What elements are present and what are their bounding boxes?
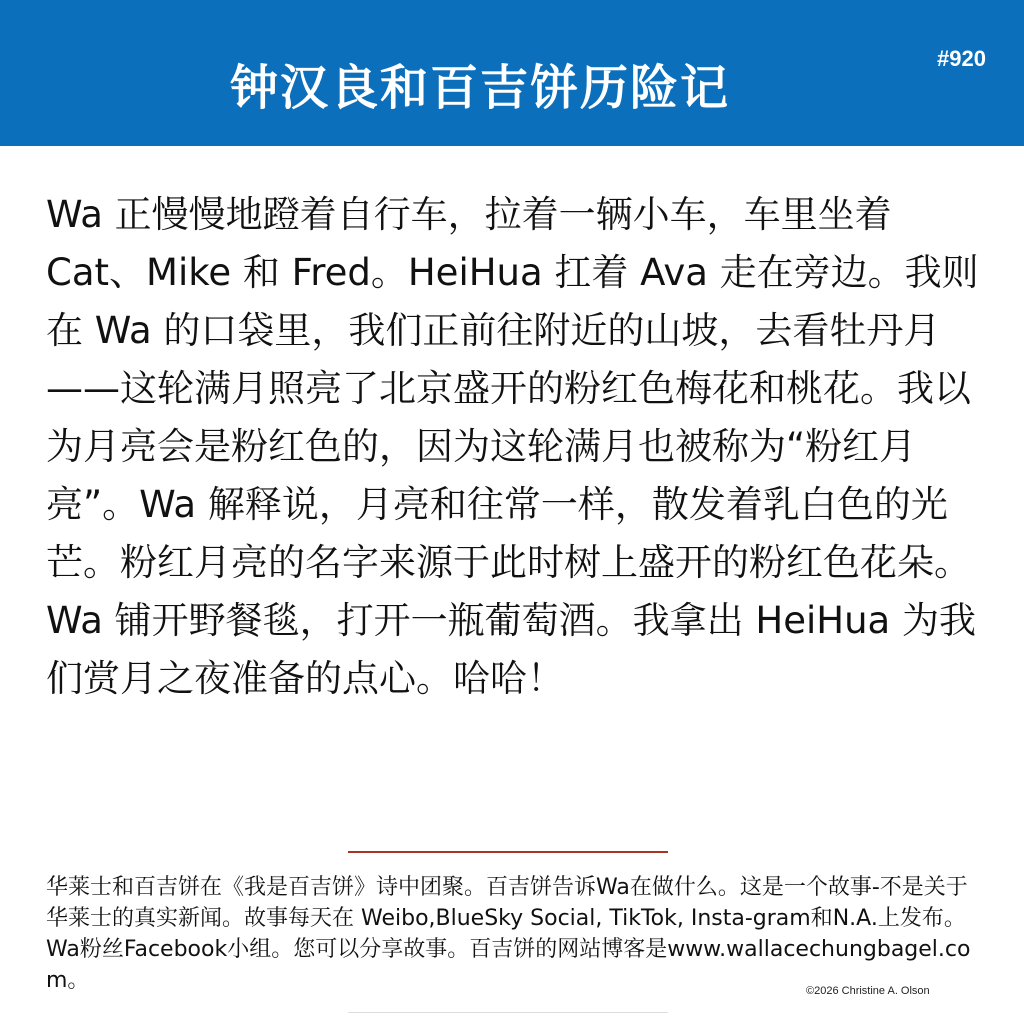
story-text: Wa 正慢慢地蹬着自行车，拉着一辆小车，车里坐着 Cat、Mike 和 Fred。HeiHua 扛着 Ava 走在旁边。我则在 Wa 的口袋里，我们正前往附近的山坡，去看牡丹月——这轮满月照亮了北京盛开的粉红色梅花和桃花。我以为月亮会是粉红色的，因为这轮满月也被称为“粉红月亮”。Wa 解释说，月亮和往常一样，散发着乳白色的光芒。粉红月亮的名字来源于此时树上盛开的粉红色花朵。Wa 铺开野餐毯，打开一瓶葡萄酒。我拿出 HeiHua 为我们赏月之夜准备的点心。哈哈！ (46, 193, 979, 700)
episode-number: #920 (937, 46, 986, 71)
bottom-divider (348, 1012, 668, 1013)
footer-note: 华莱士和百吉饼在《我是百吉饼》诗中团聚。百吉饼告诉Wa在做什么。这是一个故事-不是关于华莱士的真实新闻。故事每天在 Weibo,BlueSky Social, TikTok, Insta-gram和N.A.上发布。Wa粉丝Facebook小组。您可以分享故事。百吉饼的网站博客是www.wallacechungbagel.com。 (46, 875, 971, 993)
page-title: 钟汉良和百吉饼历险记 (229, 60, 730, 116)
header-banner (0, 0, 1024, 146)
divider-line (348, 851, 668, 853)
copyright-notice: ©2026 Christine A. Olson (806, 985, 930, 997)
